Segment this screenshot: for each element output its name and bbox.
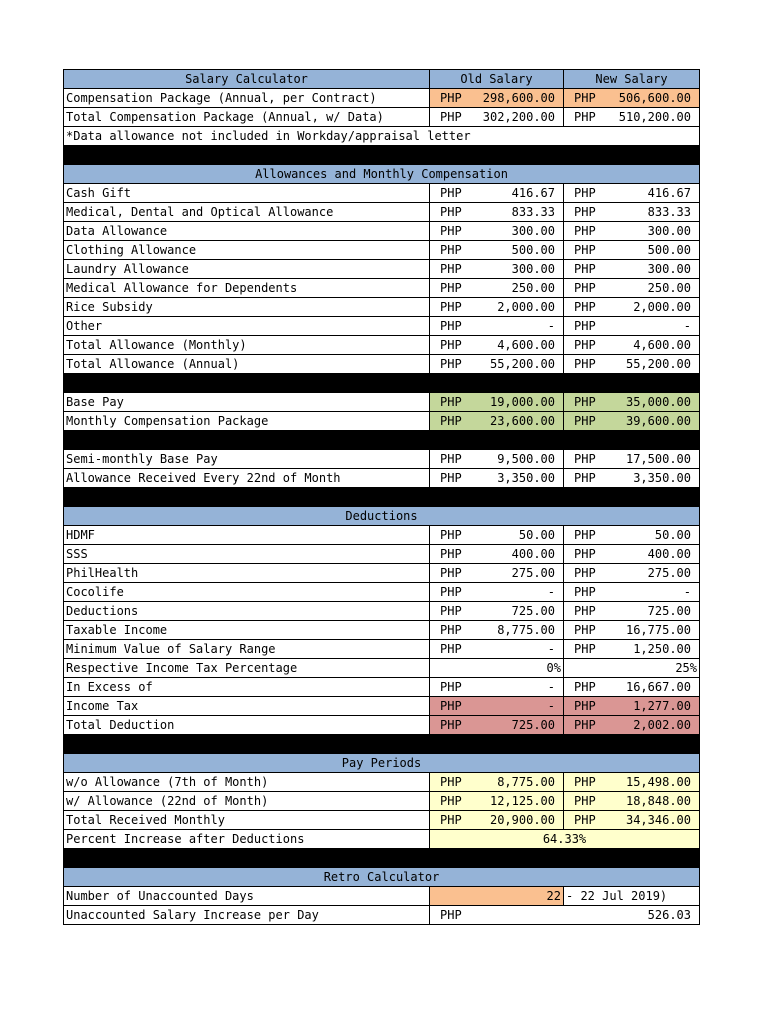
old-value-cell[interactable]: 300.00	[475, 260, 564, 279]
currency-cell[interactable]: PHP	[564, 203, 609, 222]
currency-cell[interactable]: PHP	[564, 545, 609, 564]
currency-cell[interactable]: PHP	[564, 184, 609, 203]
currency-cell[interactable]: PHP	[430, 108, 475, 127]
old-value-cell[interactable]: 500.00	[475, 241, 564, 260]
new-value-cell[interactable]: 16,775.00	[609, 621, 700, 640]
currency-cell[interactable]: PHP	[430, 260, 475, 279]
currency-cell[interactable]: PHP	[564, 640, 609, 659]
old-value-cell[interactable]: 725.00	[475, 602, 564, 621]
header-row	[64, 70, 700, 89]
row-label[interactable]: Allowance Received Every 22nd of Month	[64, 469, 430, 488]
allowance-row	[64, 317, 700, 336]
currency-cell[interactable]: PHP	[430, 564, 475, 583]
new-value-cell[interactable]: 506,600.00	[609, 89, 700, 108]
currency-cell[interactable]: PHP	[430, 716, 475, 735]
old-value-cell[interactable]: 725.00	[475, 716, 564, 735]
deduction-row	[64, 564, 700, 583]
comp-row	[64, 108, 700, 127]
salary-calculator-sheet	[63, 69, 700, 925]
allowance-row	[64, 222, 700, 241]
row-label[interactable]: Base Pay	[64, 393, 430, 412]
row-label[interactable]: Laundry Allowance	[64, 260, 430, 279]
new-value-cell[interactable]: 725.00	[609, 602, 700, 621]
allowance-row	[64, 298, 700, 317]
new-value-cell[interactable]: 400.00	[609, 545, 700, 564]
row-label[interactable]: In Excess of	[64, 678, 430, 697]
old-salary-header: Old Salary	[430, 70, 564, 89]
new-value-cell[interactable]: -	[609, 317, 700, 336]
row-label[interactable]: HDMF	[64, 526, 430, 545]
currency-cell[interactable]: PHP	[430, 412, 475, 431]
row-label[interactable]: Total Received Monthly	[64, 811, 430, 830]
currency-cell[interactable]: PHP	[430, 640, 475, 659]
new-value-cell[interactable]: 275.00	[609, 564, 700, 583]
row-label[interactable]: Cocolife	[64, 583, 430, 602]
new-value-cell[interactable]: 300.00	[609, 260, 700, 279]
row-label[interactable]: SSS	[64, 545, 430, 564]
currency-cell[interactable]: PHP	[564, 279, 609, 298]
currency-cell[interactable]: PHP	[430, 792, 475, 811]
allowance-row	[64, 184, 700, 203]
new-value-cell[interactable]: 300.00	[609, 222, 700, 241]
currency-cell[interactable]: PHP	[564, 526, 609, 545]
deduction-row	[64, 526, 700, 545]
old-value-cell[interactable]: 20,900.00	[475, 811, 564, 830]
old-value-cell[interactable]: -	[475, 317, 564, 336]
row-label[interactable]: Rice Subsidy	[64, 298, 430, 317]
row-label[interactable]: Medical Allowance for Dependents	[64, 279, 430, 298]
section-header-deductions	[64, 507, 700, 526]
section-title: Retro Calculator	[64, 868, 700, 887]
currency-cell[interactable]: PHP	[564, 241, 609, 260]
new-value-cell[interactable]: 833.33	[609, 203, 700, 222]
old-value-cell[interactable]: -	[475, 640, 564, 659]
old-value-cell[interactable]: 12,125.00	[475, 792, 564, 811]
row-label[interactable]: Clothing Allowance	[64, 241, 430, 260]
old-value-cell[interactable]: 416.67	[475, 184, 564, 203]
tax-row	[64, 716, 700, 735]
deduction-row	[64, 621, 700, 640]
old-value-cell[interactable]: 0%	[430, 659, 564, 678]
semi-monthly-row	[64, 469, 700, 488]
new-value-cell[interactable]: 3,350.00	[609, 469, 700, 488]
pay-row	[64, 393, 700, 412]
currency-cell[interactable]: PHP	[564, 412, 609, 431]
currency-cell[interactable]: PHP	[564, 450, 609, 469]
currency-cell[interactable]: PHP	[430, 336, 475, 355]
currency-cell[interactable]: PHP	[430, 621, 475, 640]
percent-increase-row	[64, 830, 700, 849]
currency-cell[interactable]: PHP	[430, 583, 475, 602]
old-value-cell[interactable]: 55,200.00	[475, 355, 564, 374]
section-header-allowances	[64, 165, 700, 184]
currency-cell[interactable]: PHP	[564, 260, 609, 279]
row-label[interactable]: Income Tax	[64, 697, 430, 716]
row-label[interactable]: Monthly Compensation Package	[64, 412, 430, 431]
section-title: Deductions	[64, 507, 700, 526]
row-label[interactable]: Percent Increase after Deductions	[64, 830, 430, 849]
deduction-row	[64, 640, 700, 659]
new-value-cell[interactable]: 510,200.00	[609, 108, 700, 127]
separator-row	[64, 146, 700, 165]
row-label[interactable]: Respective Income Tax Percentage	[64, 659, 430, 678]
allowance-row	[64, 203, 700, 222]
old-value-cell[interactable]: -	[475, 583, 564, 602]
excess-row	[64, 678, 700, 697]
separator-row	[64, 374, 700, 393]
deduction-row	[64, 602, 700, 621]
currency-cell[interactable]: PHP	[430, 811, 475, 830]
new-value-cell[interactable]: 34,346.00	[609, 811, 700, 830]
tax-row	[64, 697, 700, 716]
currency-cell[interactable]: PHP	[564, 108, 609, 127]
new-value-cell[interactable]: 17,500.00	[609, 450, 700, 469]
row-label[interactable]: Taxable Income	[64, 621, 430, 640]
currency-cell[interactable]: PHP	[430, 355, 475, 374]
separator-row	[64, 849, 700, 868]
currency-cell[interactable]: PHP	[564, 792, 609, 811]
row-label[interactable]: Other	[64, 317, 430, 336]
new-value-cell[interactable]: 2,002.00	[609, 716, 700, 735]
pay-period-row	[64, 773, 700, 792]
row-label[interactable]: Unaccounted Salary Increase per Day	[64, 906, 430, 925]
old-value-cell[interactable]: 300.00	[475, 222, 564, 241]
currency-cell[interactable]: PHP	[564, 811, 609, 830]
currency-cell[interactable]: PHP	[564, 621, 609, 640]
unaccounted-increase-row	[64, 906, 700, 925]
new-value-cell[interactable]: 15,498.00	[609, 773, 700, 792]
currency-cell[interactable]: PHP	[430, 906, 475, 925]
old-value-cell[interactable]: 8,775.00	[475, 621, 564, 640]
unaccounted-days-value[interactable]: 22	[430, 887, 564, 906]
currency-cell[interactable]: PHP	[564, 317, 609, 336]
old-value-cell[interactable]: 250.00	[475, 279, 564, 298]
currency-cell[interactable]: PHP	[564, 602, 609, 621]
section-title: Allowances and Monthly Compensation	[64, 165, 700, 184]
new-value-cell[interactable]: 39,600.00	[609, 412, 700, 431]
data-allowance-note[interactable]: *Data allowance not included in Workday/appraisal letter	[64, 127, 700, 146]
new-value-cell[interactable]: 18,848.00	[609, 792, 700, 811]
row-label[interactable]: Deductions	[64, 602, 430, 621]
old-value-cell[interactable]: 302,200.00	[475, 108, 564, 127]
currency-cell[interactable]: PHP	[430, 545, 475, 564]
new-value-cell[interactable]: 25%	[564, 659, 700, 678]
currency-cell[interactable]: PHP	[564, 393, 609, 412]
deduction-row	[64, 545, 700, 564]
new-value-cell[interactable]: 4,600.00	[609, 336, 700, 355]
row-label[interactable]: w/o Allowance (7th of Month)	[64, 773, 430, 792]
new-value-cell[interactable]: 416.67	[609, 184, 700, 203]
new-value-cell[interactable]: 250.00	[609, 279, 700, 298]
allowance-row	[64, 279, 700, 298]
tax-percentage-row	[64, 659, 700, 678]
currency-cell[interactable]: PHP	[564, 336, 609, 355]
currency-cell[interactable]: PHP	[564, 678, 609, 697]
currency-cell[interactable]: PHP	[564, 298, 609, 317]
old-value-cell[interactable]: 298,600.00	[475, 89, 564, 108]
allowance-row	[64, 355, 700, 374]
section-title: Pay Periods	[64, 754, 700, 773]
row-label[interactable]: PhilHealth	[64, 564, 430, 583]
currency-cell[interactable]: PHP	[564, 583, 609, 602]
old-value-cell[interactable]: 19,000.00	[475, 393, 564, 412]
percent-increase-value[interactable]: 64.33%	[430, 830, 700, 849]
currency-cell[interactable]: PHP	[430, 773, 475, 792]
new-value-cell[interactable]: 1,250.00	[609, 640, 700, 659]
currency-cell[interactable]: PHP	[430, 89, 475, 108]
currency-cell[interactable]: PHP	[430, 317, 475, 336]
row-label[interactable]: Minimum Value of Salary Range	[64, 640, 430, 659]
row-label[interactable]: w/ Allowance (22nd of Month)	[64, 792, 430, 811]
currency-cell[interactable]: PHP	[564, 469, 609, 488]
comp-row	[64, 89, 700, 108]
unaccounted-days-row	[64, 887, 700, 906]
row-label[interactable]: Data Allowance	[64, 222, 430, 241]
currency-cell[interactable]: PHP	[564, 697, 609, 716]
allowance-row	[64, 241, 700, 260]
currency-cell[interactable]: PHP	[564, 89, 609, 108]
deduction-row	[64, 583, 700, 602]
separator-row	[64, 488, 700, 507]
old-value-cell[interactable]: 4,600.00	[475, 336, 564, 355]
old-value-cell[interactable]: 50.00	[475, 526, 564, 545]
separator-row	[64, 735, 700, 754]
new-value-cell[interactable]: -	[609, 583, 700, 602]
row-label[interactable]: Number of Unaccounted Days	[64, 887, 430, 906]
old-value-cell[interactable]: 23,600.00	[475, 412, 564, 431]
old-value-cell[interactable]: 833.33	[475, 203, 564, 222]
new-value-cell[interactable]: 16,667.00	[609, 678, 700, 697]
currency-cell[interactable]: PHP	[430, 184, 475, 203]
row-label[interactable]: Total Allowance (Annual)	[64, 355, 430, 374]
currency-cell[interactable]: PHP	[430, 526, 475, 545]
unaccounted-increase-value[interactable]: 526.03	[475, 906, 700, 925]
currency-cell[interactable]: PHP	[430, 602, 475, 621]
new-value-cell[interactable]: 35,000.00	[609, 393, 700, 412]
old-value-cell[interactable]: -	[475, 678, 564, 697]
currency-cell[interactable]: PHP	[564, 716, 609, 735]
old-value-cell[interactable]: 2,000.00	[475, 298, 564, 317]
currency-cell[interactable]: PHP	[564, 773, 609, 792]
currency-cell[interactable]: PHP	[430, 450, 475, 469]
currency-cell[interactable]: PHP	[430, 203, 475, 222]
old-value-cell[interactable]: 8,775.00	[475, 773, 564, 792]
row-label[interactable]: Semi-monthly Base Pay	[64, 450, 430, 469]
currency-cell[interactable]: PHP	[564, 564, 609, 583]
currency-cell[interactable]: PHP	[430, 241, 475, 260]
new-value-cell[interactable]: 2,000.00	[609, 298, 700, 317]
pay-period-row	[64, 811, 700, 830]
semi-monthly-row	[64, 450, 700, 469]
currency-cell[interactable]: PHP	[430, 393, 475, 412]
currency-cell[interactable]: PHP	[430, 678, 475, 697]
unaccounted-days-note[interactable]: - 22 Jul 2019)	[564, 887, 700, 906]
allowance-row	[64, 260, 700, 279]
old-value-cell[interactable]: 275.00	[475, 564, 564, 583]
allowance-row	[64, 336, 700, 355]
currency-cell[interactable]: PHP	[430, 222, 475, 241]
row-label[interactable]: Cash Gift	[64, 184, 430, 203]
sheet-title: Salary Calculator	[64, 70, 430, 89]
currency-cell[interactable]: PHP	[430, 697, 475, 716]
row-label[interactable]: Compensation Package (Annual, per Contract)	[64, 89, 430, 108]
new-value-cell[interactable]: 50.00	[609, 526, 700, 545]
row-label[interactable]: Total Allowance (Monthly)	[64, 336, 430, 355]
currency-cell[interactable]: PHP	[564, 355, 609, 374]
new-value-cell[interactable]: 55,200.00	[609, 355, 700, 374]
row-label[interactable]: Medical, Dental and Optical Allowance	[64, 203, 430, 222]
old-value-cell[interactable]: 400.00	[475, 545, 564, 564]
currency-cell[interactable]: PHP	[564, 222, 609, 241]
row-label[interactable]: Total Compensation Package (Annual, w/ Data)	[64, 108, 430, 127]
new-value-cell[interactable]: 500.00	[609, 241, 700, 260]
new-salary-header: New Salary	[564, 70, 700, 89]
currency-cell[interactable]: PHP	[430, 469, 475, 488]
old-value-cell[interactable]: 3,350.00	[475, 469, 564, 488]
currency-cell[interactable]: PHP	[430, 298, 475, 317]
old-value-cell[interactable]: -	[475, 697, 564, 716]
new-value-cell[interactable]: 1,277.00	[609, 697, 700, 716]
old-value-cell[interactable]: 9,500.00	[475, 450, 564, 469]
section-header-pay-periods	[64, 754, 700, 773]
pay-row	[64, 412, 700, 431]
separator-row	[64, 431, 700, 450]
row-label[interactable]: Total Deduction	[64, 716, 430, 735]
note-row	[64, 127, 700, 146]
currency-cell[interactable]: PHP	[430, 279, 475, 298]
section-header-retro	[64, 868, 700, 887]
pay-period-row	[64, 792, 700, 811]
